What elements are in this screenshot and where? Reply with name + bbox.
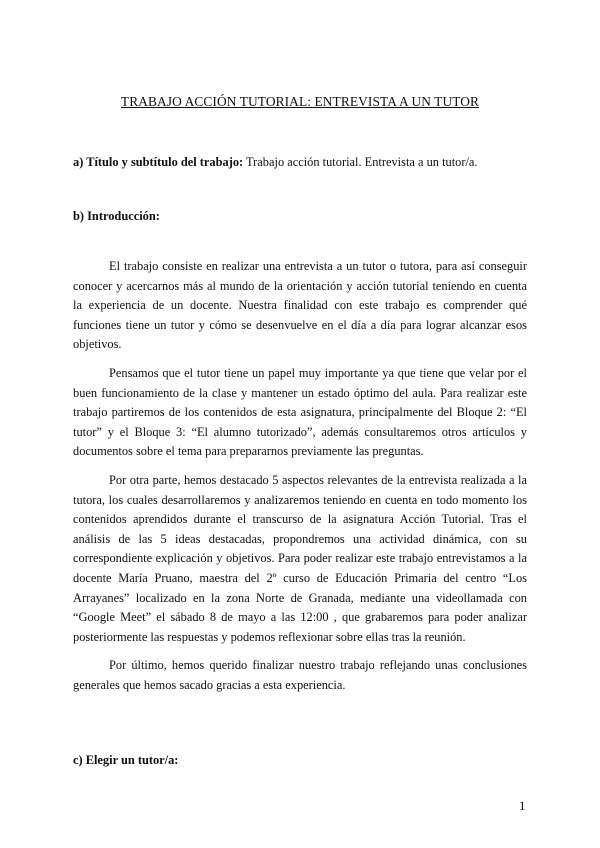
section-c-heading xyxy=(73,752,533,768)
section-b-heading xyxy=(73,208,533,224)
section-c-label: c) Elegir un tutor/a: xyxy=(73,753,179,767)
document-title: TRABAJO ACCIÓN TUTORIAL: ENTREVISTA A UN TUTOR xyxy=(120,94,480,109)
paragraph: El trabajo consiste en realizar una entrevista a un tutor o tutora, para así conseguir conocer y acercarnos más al mundo de la orientación y acción tutorial teniendo en cuenta la experiencia de un docente. Nuestra finalidad con este trabajo es comprender qué funciones tiene un tutor y cómo se desenvuelve en el día a día para lograr alcanzar esos objetivos. xyxy=(73,259,527,352)
section-b-label: b) Introducción: xyxy=(73,209,160,223)
paragraph: Por otra parte, hemos destacado 5 aspectos relevantes de la entrevista realizada a la tutora, los cuales desarrollaremos y analizaremos teniendo en cuenta en todo momento los contenidos aprendidos durante el transcurso de la asignatura Acción Tutorial. Tras el análisis de las 5 ideas destacadas, propondremos una actividad dinámica, con su correspondiente explicación y objetivos. Para poder realizar este trabajo entrevistamos a la docente María Pruano, maestra del 2º curso de Educación Primaria del centro “Los Arrayanes” localizado en la zona Norte de Granada, mediante una videollamada con “Google Meet” el sábado 8 de mayo a las 12:00 , que grabaremos para poder analizar posteriormente las respuestas y podemos reflexionar sobre ellas tras la reunión. xyxy=(73,472,527,644)
section-a-value: Trabajo acción tutorial. Entrevista a un tutor/a. xyxy=(243,155,478,169)
paragraph: Pensamos que el tutor tiene un papel muy importante ya que tiene que velar por el buen funcionamiento de la clase y mantener un estado óptimo del aula. Para realizar este trabajo partiremos de los contenidos de esta asignatura, principalmente del Bloque 2: “El tutor” y el Bloque 3: “El alumno tutorizado”, además consultaremos otros artículos y documentos sobre el tema para prepararnos previamente las preguntas. xyxy=(73,365,527,459)
paragraph: Por último, hemos querido finalizar nuestro trabajo reflejando unas conclusiones generales que hemos sacado gracias a esta experiencia. xyxy=(73,658,527,692)
section-a-label: a) Título y subtítulo del trabajo: xyxy=(73,155,244,169)
section-a-heading xyxy=(73,154,533,170)
page-number: 1 xyxy=(519,798,526,813)
introduction-body xyxy=(73,257,527,704)
